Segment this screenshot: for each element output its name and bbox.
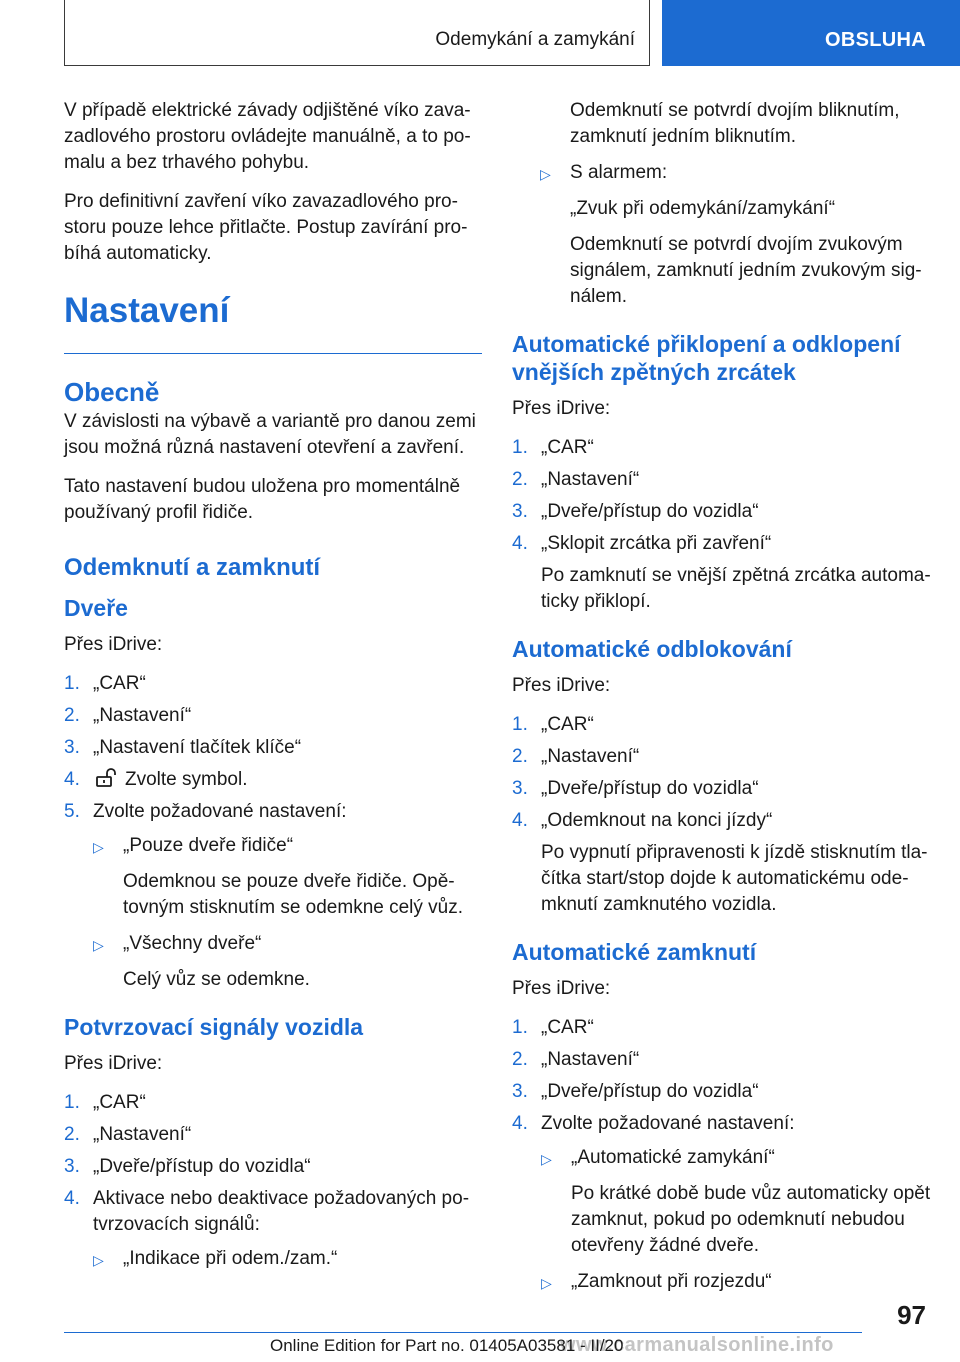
triangle-right-icon: ▷ [93, 937, 104, 953]
unlock-icon [95, 768, 117, 788]
step-number: 4. [64, 769, 80, 790]
step-number: 1. [512, 1017, 528, 1038]
step-number: 2. [512, 746, 528, 767]
step-number: 4. [512, 810, 528, 831]
option-label: „Indikace při odem./zam.“ [123, 1248, 338, 1269]
option-item [93, 931, 482, 993]
zrcatka-heading: Automatické přiklopení a odklopení vnějších zpětných zrcátek [512, 331, 901, 385]
list-item [512, 435, 932, 461]
step-number: 1. [64, 1092, 80, 1113]
chapter-heading: Nastavení [64, 291, 230, 330]
step-number: 1. [512, 714, 528, 735]
step-number: 3. [512, 501, 528, 522]
step-text: „Dveře/přístup do vozidla“ [541, 1081, 759, 1102]
step-number: 3. [64, 1156, 80, 1177]
odemknuti-heading: Odemknutí a zamknutí [64, 554, 321, 581]
zamk-options [541, 1145, 932, 1295]
step-number: 4. [512, 1113, 528, 1134]
list-item [64, 1090, 482, 1116]
step-text: „Nastavení tlačítek klíče“ [93, 737, 302, 758]
step-text: „Nastavení“ [93, 705, 192, 726]
step-text: „Dveře/přístup do vozidla“ [541, 778, 759, 799]
potvrz-steps [64, 1090, 482, 1272]
list-item [512, 499, 932, 525]
option-description: Odemknou se pouze dveře řidiče. Opětovným stisknutím se odemkne celý vůz. [123, 871, 464, 918]
list-item [64, 703, 482, 729]
step-text: „CAR“ [93, 1092, 146, 1113]
obecne-paragraph-2: Tato nastavení budou uložena pro momentálně používaný profil řidiče. [64, 476, 461, 523]
step-text: „Dveře/přístup do vozidla“ [93, 1156, 311, 1177]
step-text: „CAR“ [93, 673, 146, 694]
intro-paragraph-1: V případě elektrické závady odjištěné víko zavazadlového prostoru ovládejte manuálně, a to pomalu a bez trhavého pohybu. [64, 100, 471, 173]
option-description: Po krátké době bude vůz automaticky opět zamknut, pokud po odemknutí nebudou otevřeny žádné dveře. [571, 1183, 931, 1256]
option-label: „Všechny dveře“ [123, 933, 262, 954]
option-item [93, 833, 482, 921]
list-item [512, 1079, 932, 1105]
list-item [64, 1154, 482, 1180]
step-number: 1. [64, 673, 80, 694]
option-description: Celý vůz se odemkne. [123, 969, 310, 990]
list-item [64, 735, 482, 761]
triangle-right-icon: ▷ [541, 1151, 552, 1167]
step-number: 5. [64, 801, 80, 822]
odblok-intro: Přes iDrive: [512, 675, 611, 696]
list-item [512, 467, 932, 493]
option-item [93, 1246, 482, 1272]
step-number: 3. [64, 737, 80, 758]
odblok-heading: Automatické odblokování [512, 636, 792, 662]
step-text: „CAR“ [541, 1017, 594, 1038]
triangle-right-icon: ▷ [541, 1275, 552, 1291]
option-label: „Zamknout při rozjezdu“ [571, 1271, 772, 1292]
edition-note [270, 1336, 623, 1356]
watermark: www.carmanualsonline.info [560, 1334, 834, 1356]
zrcatka-intro: Přes iDrive: [512, 398, 611, 419]
option-label: S alarmem: [570, 162, 668, 183]
step-text: „Nastavení“ [541, 1049, 640, 1070]
zamk-heading: Automatické zamknutí [512, 939, 757, 965]
step-number: 3. [512, 1081, 528, 1102]
triangle-right-icon: ▷ [93, 839, 104, 855]
potvrz-heading: Potvrzovací signály vozidla [64, 1014, 364, 1040]
dvere-intro: Přes iDrive: [64, 634, 163, 655]
triangle-right-icon: ▷ [540, 166, 551, 182]
step-number: 2. [512, 1049, 528, 1070]
step-text: Zvolte symbol. [125, 769, 248, 790]
list-item [64, 1122, 482, 1148]
step-number: 2. [512, 469, 528, 490]
right-column [512, 98, 932, 1305]
list-item [512, 744, 932, 770]
step-text: Aktivace nebo deaktivace požadovaných potvrzovacích signálů: [93, 1188, 470, 1235]
list-item [512, 808, 932, 918]
page-number: 97 [897, 1300, 926, 1330]
option-label: „Pouze dveře řidiče“ [123, 835, 294, 856]
triangle-right-icon: ▷ [93, 1252, 104, 1268]
dvere-options [93, 833, 482, 993]
dvere-steps [64, 671, 482, 993]
option-description: Odemknutí se potvrdí dvojím zvukovým signálem, zamknutí jedním zvukovým signálem. [570, 234, 922, 307]
step-text: „Dveře/přístup do vozidla“ [541, 501, 759, 522]
list-item [512, 1015, 932, 1041]
option-subtitle: „Zvuk při odemykání/zamykání“ [570, 198, 836, 219]
indikace-description: Odemknutí se potvrdí dvojím bliknutím, zamknutí jedním bliknutím. [570, 100, 900, 147]
odblok-steps [512, 712, 932, 918]
section-tab [662, 0, 960, 66]
left-column [64, 98, 482, 1282]
zamk-steps [512, 1015, 932, 1295]
option-item [541, 1145, 932, 1259]
list-item [64, 1186, 482, 1272]
step-text: „CAR“ [541, 714, 594, 735]
option-label: „Automatické zamykání“ [571, 1147, 775, 1168]
option-item [541, 1269, 932, 1295]
page-header [0, 0, 960, 66]
step-number: 4. [64, 1188, 80, 1209]
list-item [64, 799, 482, 993]
footer-divider [64, 1332, 862, 1333]
step-text: „Nastavení“ [541, 469, 640, 490]
step-text: „CAR“ [541, 437, 594, 458]
zamk-intro: Přes iDrive: [512, 978, 611, 999]
heading-divider [64, 353, 482, 354]
step-number: 1. [512, 437, 528, 458]
step-description: Po zamknutí se vnější zpětná zrcátka automaticky přiklopí. [541, 565, 931, 612]
step-number: 3. [512, 778, 528, 799]
zrcatka-steps [512, 435, 932, 615]
step-text: „Nastavení“ [93, 1124, 192, 1145]
step-text: „Odemknout na konci jízdy“ [541, 810, 773, 831]
potvrz-intro: Přes iDrive: [64, 1053, 163, 1074]
step-text: „Nastavení“ [541, 746, 640, 767]
list-item [64, 767, 482, 793]
intro-paragraph-2: Pro definitivní zavření víko zavazadlového prostoru pouze lehce přitlačte. Postup zavírání probíhá automaticky. [64, 191, 468, 264]
edition-text: Online Edition for Part no. 01405A03581 - II/20 [270, 1336, 624, 1355]
list-item [512, 531, 932, 615]
potvrz-options [93, 1246, 482, 1272]
step-text: Zvolte požadované nastavení: [541, 1113, 795, 1134]
step-description: Po vypnutí připravenosti k jízdě stisknutím tlačítka start/stop dojde k automatickému odemknutí zamknutého vozidla. [541, 842, 928, 915]
list-item [64, 671, 482, 697]
step-text: Zvolte požadované nastavení: [93, 801, 347, 822]
step-number: 4. [512, 533, 528, 554]
step-number: 2. [64, 705, 80, 726]
obecne-paragraph-1: V závislosti na výbavě a variantě pro danou zemi jsou možná různá nastavení otevření a zavření. [64, 411, 476, 458]
step-number: 2. [64, 1124, 80, 1145]
list-item [512, 776, 932, 802]
list-item [512, 1047, 932, 1073]
option-item [512, 160, 932, 310]
chapter-tab [64, 0, 650, 66]
section-title: OBSLUHA [825, 29, 926, 51]
chapter-title: Odemykání a zamykání [435, 29, 635, 50]
list-item [512, 1111, 932, 1295]
obecne-heading: Obecně [64, 377, 160, 407]
dvere-heading: Dveře [64, 595, 128, 621]
list-item [512, 712, 932, 738]
step-text: „Sklopit zrcátka při zavření“ [541, 533, 772, 554]
alarm-options [512, 160, 932, 310]
